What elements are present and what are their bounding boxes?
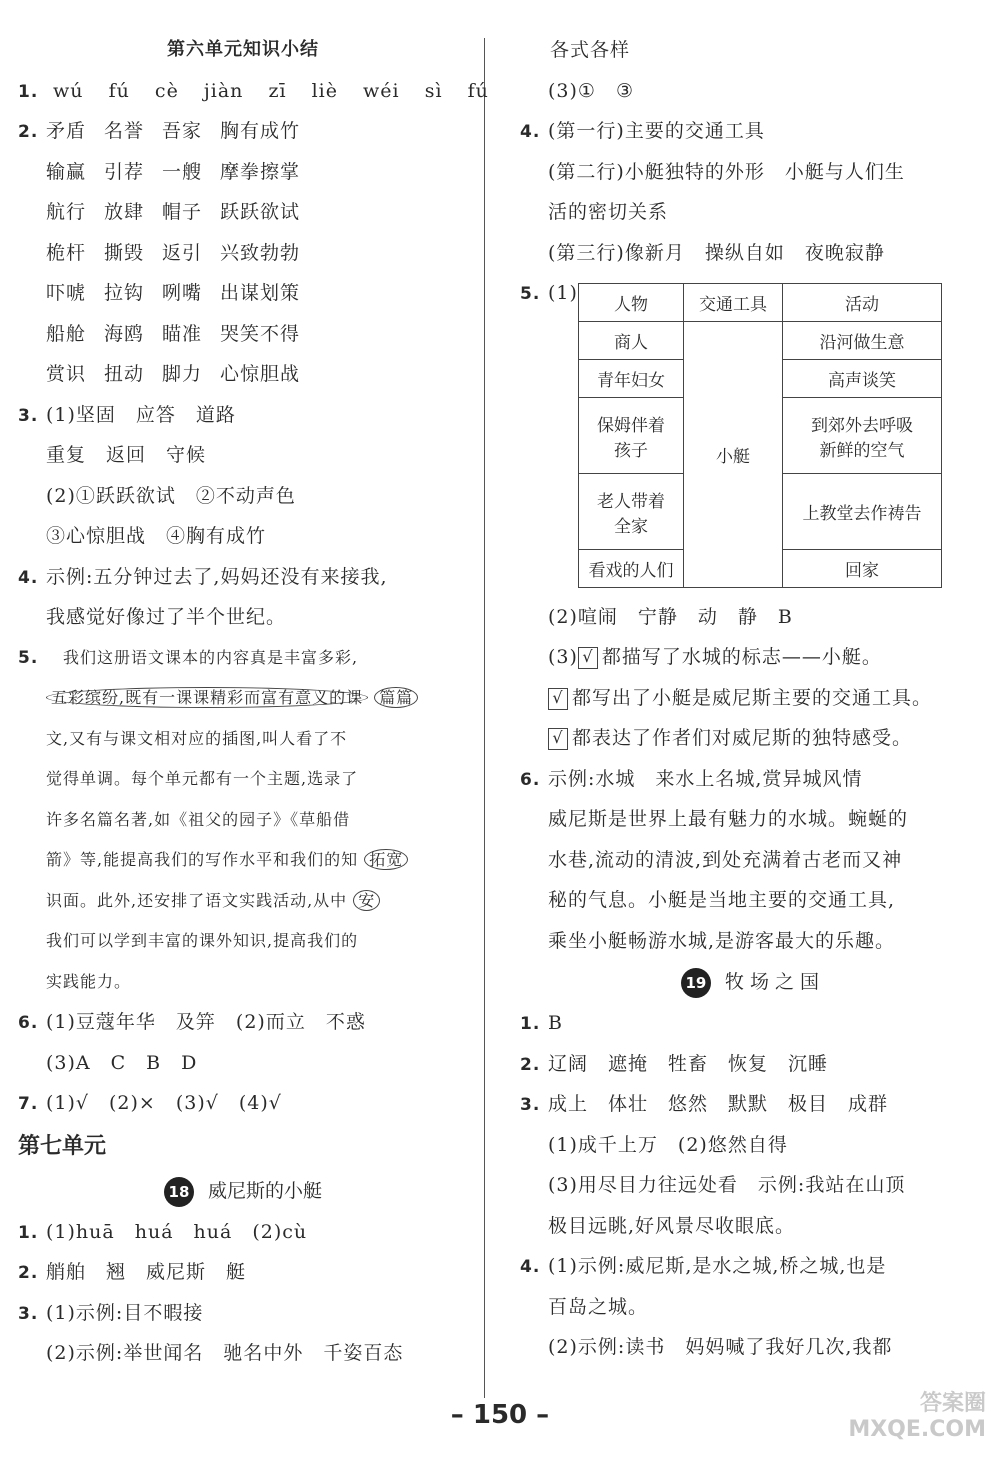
q3-line: 3. (1)坚固 应答 道路 (18, 403, 236, 426)
word-item: 名誉 (104, 120, 145, 142)
q1-pinyin: 1. wú fú cè jiàn zī liè wéi sì fú (18, 71, 468, 112)
r-q6: 水巷,流动的清波,到处充满着古老而又神 (548, 848, 903, 871)
r-q4: 活的密切关系 (548, 201, 669, 223)
lesson-heading: 19 牧 场 之 国 (520, 961, 980, 1003)
table-cell: 看戏的人们 (579, 550, 684, 588)
q6-line: 6. (1)豆蔻年华 及笄 (2)而立 不惑 (18, 1011, 366, 1033)
correction-mark: 拓宽 (364, 849, 408, 870)
pinyin-item: zī (268, 79, 287, 102)
pinyin-item: sì (424, 79, 443, 102)
check-box: √ (548, 728, 568, 750)
pinyin-item: wú (53, 79, 84, 102)
check-box: √ (578, 647, 598, 669)
table-header: 人物 (579, 284, 684, 322)
word-row (18, 354, 468, 395)
word-item: 矛盾 (46, 120, 87, 142)
continued-line: (3)① ③ (548, 79, 634, 102)
table-cell: 青年妇女 (579, 360, 684, 398)
table-cell: 到郊外去呼吸 新鲜的空气 (783, 398, 942, 474)
word-row (18, 273, 468, 314)
correction-mark: 安 (353, 890, 380, 911)
q4-line: 我感觉好像过了半个世纪。 (46, 606, 287, 628)
word-item: 瞄准 (162, 322, 203, 345)
pinyin-item: cè (154, 79, 179, 102)
word-item: 咧嘴 (162, 282, 203, 304)
l18-q3: 3. (1)示例:目不暇接 (18, 1301, 204, 1324)
essay-line: 觉得单调。每个单元都有一个主题,选录了 (46, 769, 359, 788)
word-row (18, 233, 468, 274)
table-cell: 上教堂去作祷告 (783, 474, 942, 550)
continued-line: 各式各样 (550, 39, 631, 61)
word-item: 放肆 (104, 201, 145, 223)
r-q6: 乘坐小艇畅游水城,是游客最大的乐趣。 (548, 929, 896, 952)
r-q4: (第三行)像新月 操纵自如 夜晚寂静 (548, 241, 885, 264)
right-column (520, 30, 980, 1368)
word-item: 跃跃欲试 (220, 201, 301, 223)
r-q4: (第二行)小艇独特的外形 小艇与人们生 (548, 160, 905, 183)
l19-q3: (1)成千上万 (2)悠然自得 (548, 1133, 788, 1156)
left-column (18, 30, 489, 1374)
word-item: 扭动 (104, 363, 145, 385)
correction-mark: 篇篇 (374, 687, 418, 708)
circled-correction: 五彩缤纷,既有一课课精彩而富有意义的课 (46, 687, 368, 708)
watermark-logo: 答案圈 MXQE.COM (848, 1391, 986, 1442)
page-number: – 150 – (450, 1400, 550, 1430)
r-q6: 秘的气息。小艇是当地主要的交通工具, (548, 889, 896, 911)
r-q5: (2)喧闹 宁静 动 静 B (548, 605, 793, 628)
lesson-number-badge: 19 (681, 968, 711, 998)
word-item: 引荐 (104, 160, 145, 183)
r-q4: 4. (第一行)主要的交通工具 (520, 120, 765, 142)
l19-q1: 1. B (520, 1012, 563, 1034)
word-item: 输赢 (46, 160, 87, 183)
table-header: 活动 (783, 284, 942, 322)
pinyin-item: fú (108, 79, 130, 102)
essay-line: 箭》等,能提高我们的写作水平和我们的知 拓宽 (18, 840, 468, 881)
essay-line: 许多名篇名著,如《祖父的园子》《草船借 (46, 809, 351, 829)
word-item: 航行 (46, 201, 87, 223)
word-item: 一艘 (162, 160, 203, 183)
section-title: 第六单元知识小结 (167, 39, 319, 60)
word-item: 摩拳擦掌 (220, 160, 301, 183)
word-item: 帽子 (162, 201, 203, 223)
l19-q3: 3. 成上 体壮 悠然 默默 极目 成群 (520, 1093, 889, 1115)
pinyin-item: wéi (363, 79, 400, 102)
word-row (18, 152, 468, 193)
word-item: 出谋划策 (220, 282, 301, 304)
word-item: 心惊胆战 (220, 363, 301, 385)
pinyin-item: fú (467, 79, 489, 102)
l19-q3: 极目远眺,好风景尽收眼底。 (548, 1214, 796, 1237)
q5-essay: 5. 我们这册语文课本的内容真是丰富多彩, 五彩缤纷,既有一课课精彩而富有意义的课 篇篇 文,又有与课文相对应的插图,叫人看了不 觉得单调。每个单元都有一个主题,选录了 许多名篇名著,如《祖父的园子》《草船借 箭》等,能提高我们的写作水平和我们的知 拓宽 识面。此外,还安排了语文实践活动,从中 安 我们可以学到丰富的课外知识,提高我们的 实践能力。 (18, 638, 468, 1003)
essay-line: 识面。此外,还安排了语文实践活动,从中 安 (18, 881, 468, 922)
r-q5: (3) √ 都描写了水城的标志——小艇。 (548, 646, 882, 668)
word-item: 桅杆 (46, 241, 87, 264)
essay-line: 文,又有与课文相对应的插图,叫人看了不 (46, 728, 348, 748)
word-item: 海鸥 (104, 322, 145, 345)
r-q5: √ 都表达了作者们对威尼斯的独特感受。 (520, 718, 980, 759)
word-item: 兴致勃勃 (220, 241, 301, 264)
word-item: 赏识 (46, 363, 87, 385)
word-row: 2. 矛盾 名誉 吾家 胸有成竹 (18, 111, 468, 152)
essay-line: 我们可以学到丰富的课外知识,提高我们的 (46, 931, 359, 950)
word-item: 哭笑不得 (220, 322, 301, 345)
table-cell: 小艇 (684, 322, 783, 588)
word-item: 吾家 (162, 120, 203, 142)
lesson-heading: 18 威尼斯的小艇 (18, 1170, 468, 1212)
l18-q3: (2)示例:举世闻名 驰名中外 千姿百态 (46, 1342, 404, 1364)
l18-q1: 1. (1)huā huá huá (2)cù (18, 1220, 308, 1243)
table-cell: 老人带着 全家 (579, 474, 684, 550)
r-q5: √ 都写出了小艇是威尼斯主要的交通工具。 (520, 678, 980, 719)
check-box: √ (548, 688, 568, 710)
word-row (18, 314, 468, 355)
column-divider (484, 38, 485, 1398)
unit-heading: 第七单元 (18, 1133, 107, 1159)
q4-line: 4. 示例:五分钟过去了,妈妈还没有来接我, (18, 565, 388, 588)
q3-line: (2)①跃跃欲试 ②不动声色 (46, 484, 296, 507)
l19-q4: 百岛之城。 (548, 1295, 649, 1318)
word-item: 拉钩 (104, 282, 145, 304)
lesson-number-badge: 18 (164, 1177, 194, 1207)
word-item: 脚力 (162, 363, 203, 385)
word-item: 船舱 (46, 322, 87, 345)
essay-line: 我们这册语文课本的内容真是丰富多彩, (46, 647, 359, 667)
table-header: 交通工具 (684, 284, 783, 322)
l19-q4: (2)示例:读书 妈妈喊了我好几次,我都 (548, 1336, 893, 1358)
q2-word-grid (18, 111, 468, 395)
l18-q2: 2. 艄舶 翘 威尼斯 艇 (18, 1261, 247, 1283)
q3-line: 重复 返回 守候 (46, 444, 207, 466)
r-q6: 6. 示例:水城 来水上名城,赏异城风情 (520, 767, 863, 790)
l19-q2: 2. 辽阔 遮掩 牲畜 恢复 沉睡 (520, 1052, 829, 1075)
table-cell: 高声谈笑 (783, 360, 942, 398)
table-cell: 沿河做生意 (783, 322, 942, 360)
word-row (18, 192, 468, 233)
l19-q4: 4. (1)示例:威尼斯,是水之城,桥之城,也是 (520, 1255, 887, 1277)
word-item: 撕毁 (104, 241, 145, 264)
l19-q3: (3)用尽目力往远处看 示例:我站在山顶 (548, 1174, 906, 1196)
word-item: 吓唬 (46, 282, 87, 304)
essay-line (18, 678, 468, 719)
r-q6: 威尼斯是世界上最有魅力的水城。蜿蜒的 (548, 808, 909, 830)
pinyin-item: liè (311, 79, 338, 102)
q7-line: 7. (1)√ (2)× (3)√ (4)√ (18, 1092, 282, 1114)
essay-line: 实践能力。 (46, 971, 132, 991)
pinyin-item: jiàn (203, 79, 244, 102)
q6-line: (3)A C B D (46, 1051, 198, 1074)
q3-line: ③心惊胆战 ④胸有成竹 (46, 525, 267, 547)
transport-table (578, 283, 942, 588)
r-q5: 5. (1) (520, 282, 578, 304)
word-item: 胸有成竹 (220, 120, 301, 142)
table-cell: 商人 (579, 322, 684, 360)
table-cell: 保姆伴着 孩子 (579, 398, 684, 474)
table-cell: 回家 (783, 550, 942, 588)
word-item: 返引 (162, 241, 203, 264)
